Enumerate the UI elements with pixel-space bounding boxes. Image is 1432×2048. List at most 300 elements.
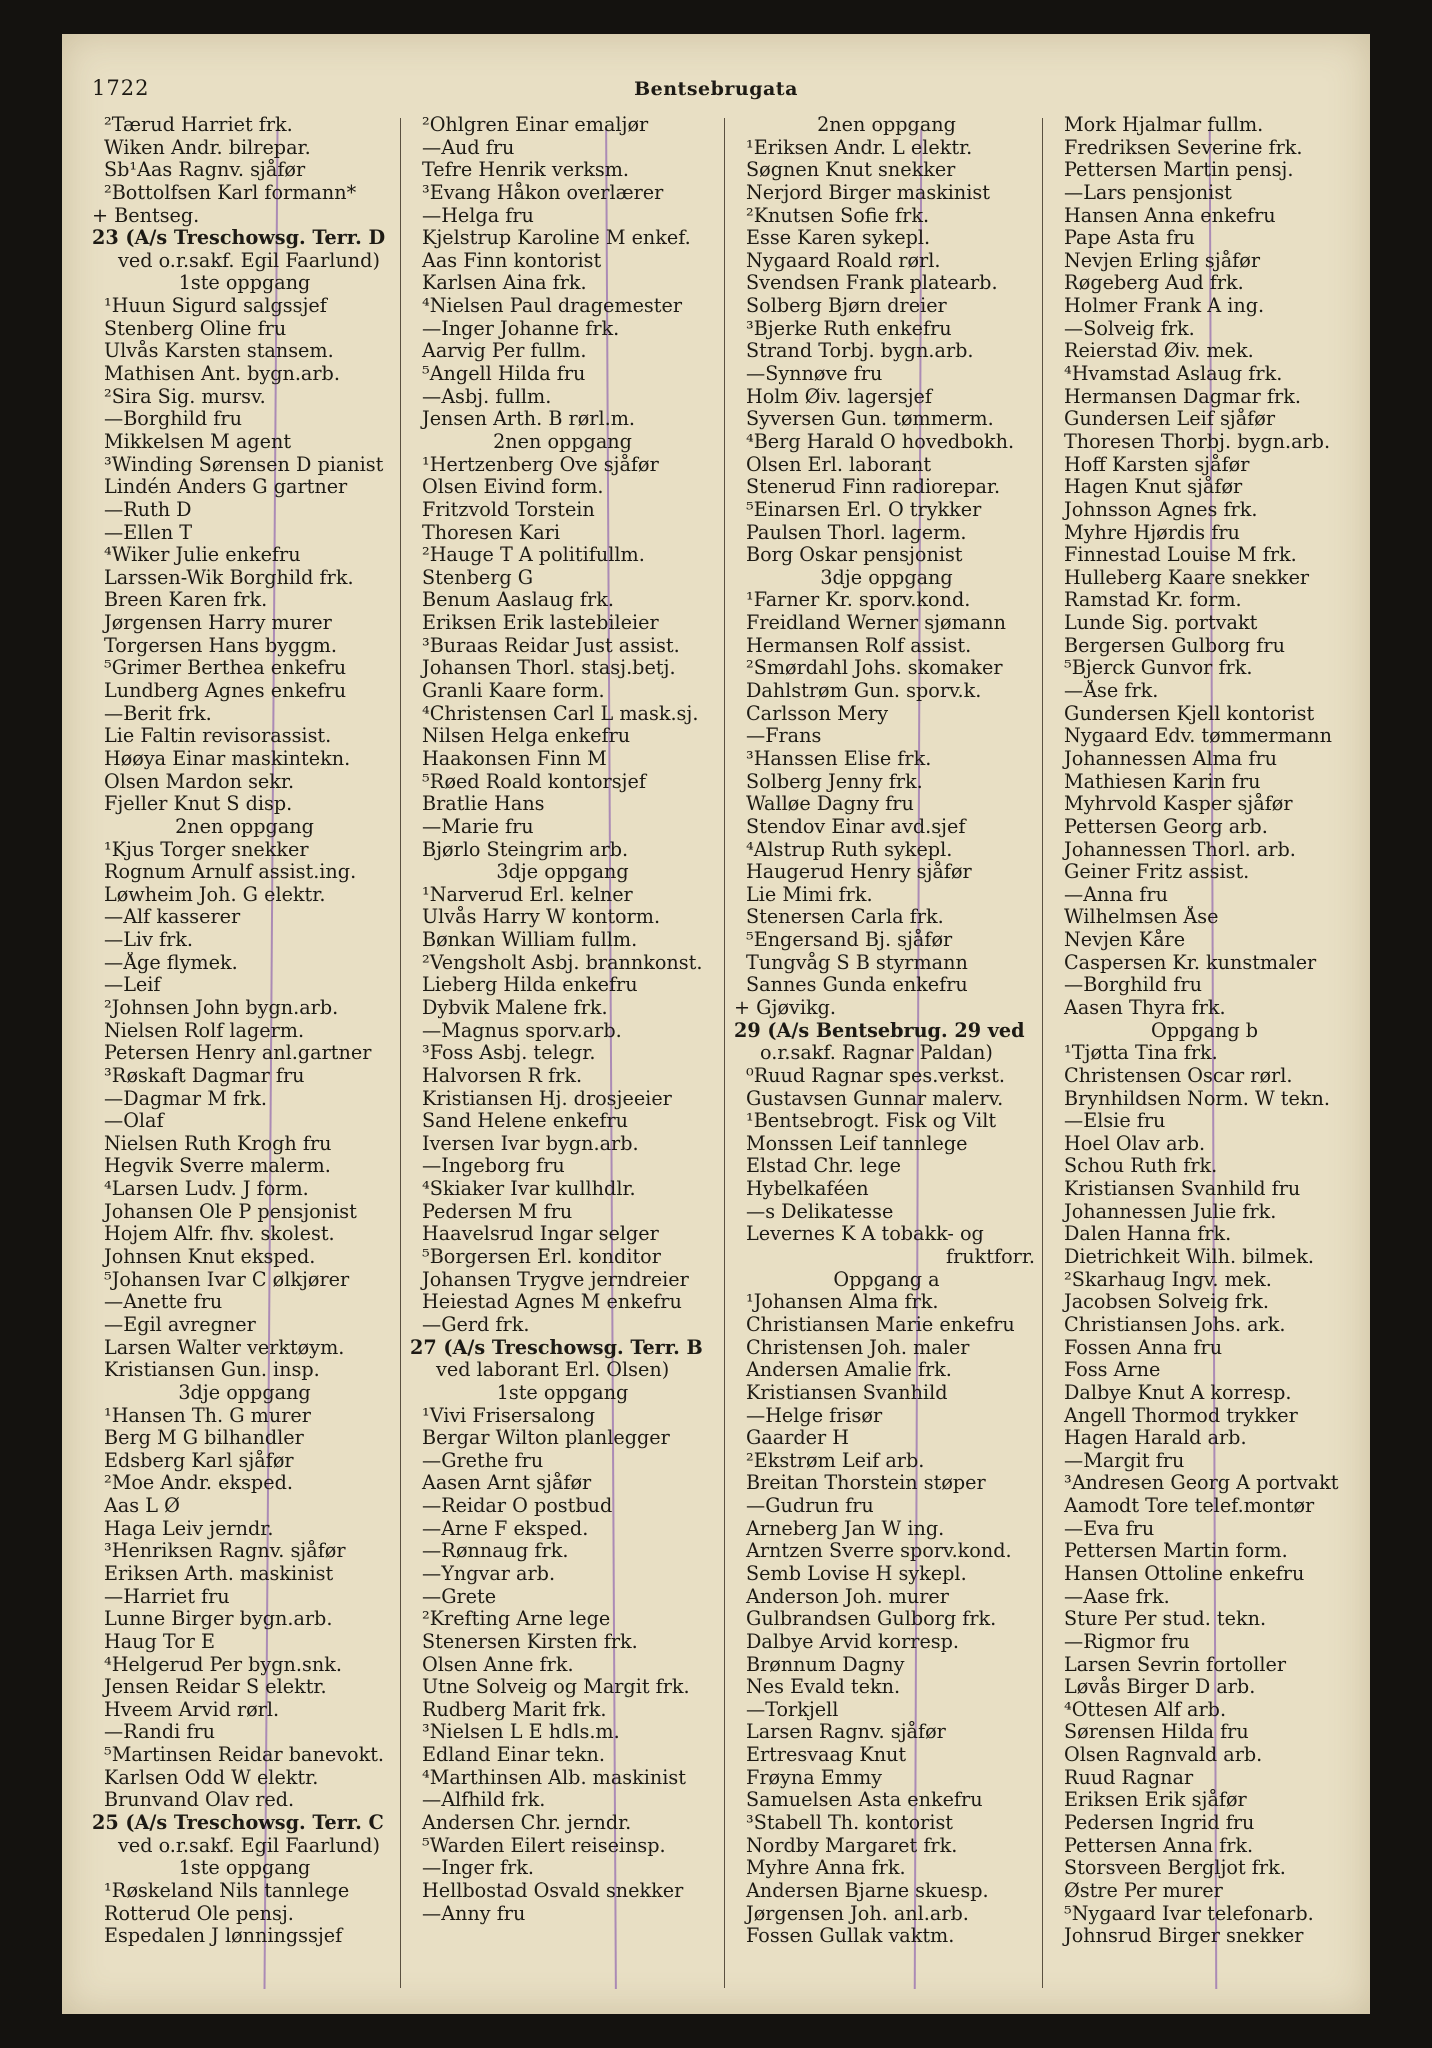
directory-entry: Haavelsrud Ingar selger (422, 1223, 659, 1246)
directory-entry: —Lars pensjonist (1064, 181, 1232, 204)
directory-entry: Brynhildsen Norm. W tekn. (1064, 1087, 1330, 1110)
directory-entry: Rognum Arnulf assist.ing. (104, 861, 357, 884)
directory-entry: Carlsson Mery (746, 702, 889, 725)
directory-column-2 (410, 114, 715, 1925)
directory-entry: —Egil avregner (104, 1313, 256, 1336)
column-rule (400, 118, 401, 1988)
directory-entry: ²Sira Sig. mursv. (104, 385, 266, 408)
directory-entry: Haug Tor E (104, 1630, 216, 1653)
directory-entry: ¹Johansen Alma frk. (746, 1291, 939, 1314)
building-heading: 29 (A/s Bentsebrug. 29 ved (734, 1019, 1025, 1042)
directory-entry: —Anna fru (1064, 883, 1168, 906)
directory-entry: Ruud Ragnar (1064, 1766, 1194, 1789)
directory-entry: —Rønnaug frk. (422, 1540, 569, 1563)
directory-entry: Monssen Leif tannlege (746, 1132, 968, 1155)
directory-entry: ³Foss Asbj. telegr. (422, 1042, 596, 1065)
directory-entry: Walløe Dagny fru (746, 793, 914, 816)
directory-entry: —Åse frk. (1064, 680, 1159, 703)
directory-entry: Myhrvold Kasper sjåfør (1064, 793, 1293, 816)
directory-entry: ²Hauge T A politifullm. (422, 544, 645, 567)
directory-entry: —Aase frk. (1064, 1585, 1170, 1608)
directory-entry: —Harriet fru (104, 1585, 230, 1608)
directory-entry: —Magnus sporv.arb. (422, 1019, 622, 1042)
directory-entry: ¹Bentsebrogt. Fisk og Vilt (746, 1110, 997, 1133)
directory-entry: Hulleberg Kaare snekker (1064, 566, 1310, 589)
directory-entry: Halvorsen R frk. (422, 1064, 583, 1087)
directory-entry: Johnsrud Birger snekker (1064, 1925, 1304, 1948)
directory-entry: Hagen Harald arb. (1064, 1427, 1247, 1450)
directory-entry: —Helga fru (422, 204, 534, 227)
directory-entry: Johnsen Knut eksped. (104, 1246, 316, 1269)
directory-entry: Nerjord Birger maskinist (746, 181, 990, 204)
directory-entry: Frøyna Emmy (746, 1766, 883, 1789)
directory-entry: Olsen Ragnvald arb. (1064, 1744, 1263, 1767)
directory-entry: Olsen Eivind form. (422, 476, 604, 499)
directory-entry: Sb¹Aas Ragnv. sjåfør (104, 159, 306, 182)
directory-entry: Levernes K A tobakk- og (746, 1223, 984, 1246)
stairwell-heading: 2nen oppgang (493, 430, 632, 453)
directory-entry: Hegvik Sverre malerm. (104, 1155, 331, 1178)
directory-entry: Granli Kaare form. (422, 680, 605, 703)
directory-entry: Nygaard Edv. tømmermann (1064, 725, 1332, 748)
directory-entry: Aasen Thyra frk. (1064, 996, 1226, 1019)
directory-entry: Samuelsen Asta enkefru (746, 1789, 983, 1812)
directory-entry: Andersen Chr. jerndr. (422, 1812, 632, 1835)
directory-entry: ⁴Nielsen Paul dragemester (422, 295, 683, 318)
directory-entry: Myhre Anna frk. (746, 1857, 906, 1880)
directory-entry: Sture Per stud. tekn. (1064, 1608, 1267, 1631)
directory-entry: Paulsen Thorl. lagerm. (746, 521, 967, 544)
directory-entry: Kristiansen Gun. insp. (104, 1359, 320, 1382)
directory-entry: Jørgensen Harry murer (104, 612, 332, 635)
directory-entry: Heiestad Agnes M enkefru (422, 1291, 682, 1314)
column-rule (724, 118, 725, 1988)
directory-entry: ³Hanssen Elise frk. (746, 747, 932, 770)
building-heading: 25 (A/s Treschowsg. Terr. C (92, 1812, 384, 1835)
directory-entry: Lunne Birger bygn.arb. (104, 1608, 333, 1631)
directory-entry: Hybelkaféen (746, 1178, 869, 1201)
directory-entry: Arneberg Jan W ing. (746, 1517, 945, 1540)
directory-entry: Fjeller Knut S disp. (104, 793, 293, 816)
directory-entry: Christiansen Marie enkefru (746, 1313, 1015, 1336)
directory-entry: Mork Hjalmar fullm. (1064, 114, 1264, 136)
directory-entry: Torgersen Hans byggm. (104, 634, 337, 657)
directory-entry: —Ellen T (104, 521, 193, 544)
stairwell-heading: 1ste oppgang (178, 1857, 311, 1880)
directory-entry: Andersen Amalie frk. (746, 1359, 952, 1382)
directory-entry: —Alf kasserer (104, 906, 241, 929)
directory-entry: —Elsie fru (1064, 1110, 1166, 1133)
directory-entry: ³Nielsen L E hdls.m. (422, 1721, 620, 1744)
directory-entry: ved laborant Erl. Olsen) (436, 1359, 670, 1382)
directory-entry: ⁴Wiker Julie enkefru (104, 544, 301, 567)
directory-entry: ¹Tjøtta Tina frk. (1064, 1042, 1218, 1065)
directory-entry: ⁵Grimer Berthea enkefru (104, 657, 347, 680)
directory-entry: Lindén Anders G gartner (104, 476, 348, 499)
directory-entry: Nevjen Kåre (1064, 929, 1186, 952)
directory-entry: Lundberg Agnes enkefru (104, 680, 347, 703)
directory-entry: Geiner Fritz assist. (1064, 861, 1250, 884)
directory-entry: Hoel Olav arb. (1064, 1132, 1206, 1155)
directory-entry: Olsen Mardon sekr. (104, 770, 295, 793)
directory-entry: Haga Leiv jerndr. (104, 1517, 274, 1540)
directory-entry: —Frans (746, 725, 822, 748)
column-rule (1042, 118, 1043, 1988)
directory-entry: Iversen Ivar bygn.arb. (422, 1132, 639, 1155)
directory-entry: Freidland Werner sjømann (746, 612, 1006, 635)
directory-entry: ⁴Christensen Carl L mask.sj. (422, 702, 699, 725)
directory-entry: Ertresvaag Knut (746, 1744, 907, 1767)
directory-entry: ⁵Bjerck Gunvor frk. (1064, 657, 1253, 680)
directory-entry: ¹Narverud Erl. kelner (422, 883, 633, 906)
stairwell-heading: Oppgang b (1150, 1019, 1259, 1042)
directory-entry: Pettersen Georg arb. (1064, 815, 1268, 838)
directory-entry: Larsen Ragnv. sjåfør (746, 1721, 946, 1744)
directory-entry: Angell Thormod trykker (1064, 1404, 1298, 1427)
directory-entry: —s Delikatesse (746, 1200, 894, 1223)
directory-entry: ²Knutsen Sofie frk. (746, 204, 930, 227)
directory-entry: —Borghild fru (1064, 974, 1202, 997)
directory-entry: Hansen Ottoline enkefru (1064, 1563, 1305, 1585)
directory-entry: Aarvig Per fullm. (422, 340, 587, 363)
directory-entry: ⁵Warden Eilert reiseinsp. (422, 1834, 666, 1857)
directory-entry: ⁴Alstrup Ruth sykepl. (746, 838, 953, 861)
directory-entry: Løwheim Joh. G elektr. (104, 883, 326, 906)
directory-entry: Johnsson Agnes frk. (1064, 498, 1258, 521)
directory-entry: ¹Røskeland Nils tannlege (104, 1879, 350, 1902)
directory-entry: —Arne F eksped. (422, 1517, 589, 1540)
directory-entry: Gundersen Kjell kontorist (1064, 702, 1315, 725)
directory-entry: Johannessen Thorl. arb. (1064, 838, 1296, 861)
directory-entry: Hermansen Dagmar frk. (1064, 385, 1301, 408)
directory-entry: Elstad Chr. lege (746, 1155, 901, 1178)
directory-entry: Strand Torbj. bygn.arb. (746, 340, 974, 363)
directory-entry: Pettersen Martin form. (1064, 1540, 1288, 1563)
directory-entry: ⁵Johansen Ivar C ølkjører (104, 1268, 350, 1291)
building-heading: 23 (A/s Treschowsg. Terr. D (92, 227, 386, 250)
directory-entry: Røgeberg Aud frk. (1064, 272, 1244, 295)
directory-entry: —Gudrun fru (746, 1495, 874, 1518)
directory-entry: Tungvåg S B styrmann (746, 951, 968, 974)
directory-entry: Pedersen Ingrid fru (1064, 1812, 1255, 1835)
directory-entry: Solberg Bjørn dreier (746, 295, 947, 318)
directory-entry: ved o.r.sakf. Egil Faarlund) (118, 1834, 380, 1857)
directory-entry: ⁵Martinsen Reidar banevokt. (104, 1744, 385, 1767)
directory-entry: —Ruth D (104, 498, 192, 521)
directory-entry: Syversen Gun. tømmerm. (746, 408, 994, 431)
directory-entry: —Marie fru (422, 815, 534, 838)
directory-entry: —Anette fru (104, 1291, 223, 1314)
directory-entry: —Grethe fru (422, 1449, 544, 1472)
directory-entry: ³Winding Sørensen D pianist (104, 453, 384, 476)
directory-entry: Dalbye Arvid korresp. (746, 1630, 960, 1653)
directory-entry: ⁵Einarsen Erl. O trykker (746, 498, 982, 521)
directory-entry: Lieberg Hilda enkefru (422, 974, 638, 997)
directory-entry: Kristiansen Svanhild (746, 1381, 948, 1404)
directory-entry: Pettersen Anna frk. (1064, 1834, 1254, 1857)
directory-entry: ²Ohlgren Einar emaljør (422, 114, 649, 136)
directory-entry: Olsen Anne frk. (422, 1653, 574, 1676)
cross-street: + Gjøvikg. (734, 996, 836, 1019)
directory-entry: Edsberg Karl sjåfør (104, 1449, 294, 1472)
directory-entry: ²Johnsen John bygn.arb. (104, 996, 339, 1019)
directory-entry: Eriksen Arth. maskinist (104, 1563, 334, 1585)
directory-entry: —Synnøve fru (746, 363, 883, 386)
directory-entry: Sand Helene enkefru (422, 1110, 629, 1133)
directory-entry: ⁵Røed Roald kontorsjef (422, 770, 646, 793)
directory-entry: —Randi fru (104, 1721, 216, 1744)
directory-entry: Johannessen Alma fru (1064, 747, 1277, 770)
directory-entry: Rudberg Marit frk. (422, 1698, 607, 1721)
building-heading: 27 (A/s Treschowsg. Terr. B (410, 1336, 703, 1359)
directory-entry: Haakonsen Finn M (422, 747, 607, 770)
directory-entry: ²Smørdahl Johs. skomaker (746, 657, 1003, 680)
directory-entry: Stenersen Carla frk. (746, 906, 944, 929)
directory-entry: Løvås Birger D arb. (1064, 1676, 1256, 1699)
directory-entry: ⁴Ottesen Alf arb. (1064, 1698, 1227, 1721)
directory-entry: Finnestad Louise M frk. (1064, 544, 1297, 567)
directory-entry: Ramstad Kr. form. (1064, 589, 1242, 612)
directory-entry: Dybvik Malene frk. (422, 996, 608, 1019)
directory-entry: —Åge flymek. (104, 951, 238, 974)
directory-entry: Wilhelmsen Åse (1064, 906, 1219, 929)
directory-entry: —Aud fru (422, 136, 515, 159)
directory-entry: —Liv frk. (104, 929, 194, 952)
directory-entry: Caspersen Kr. kunstmaler (1064, 951, 1317, 974)
directory-column-1 (92, 114, 397, 1948)
directory-entry: Fredriksen Severine frk. (1064, 136, 1303, 159)
directory-entry: —Solveig frk. (1064, 317, 1195, 340)
directory-entry: Semb Lovise H sykepl. (746, 1563, 967, 1585)
directory-entry: Lunde Sig. portvakt (1064, 612, 1258, 635)
stairwell-heading: 1ste oppgang (178, 272, 311, 295)
directory-entry: Edland Einar tekn. (422, 1744, 605, 1767)
directory-entry: —Borghild fru (104, 408, 242, 431)
directory-entry: Nordby Margaret frk. (746, 1834, 958, 1857)
directory-entry: Hveem Arvid rørl. (104, 1698, 280, 1721)
directory-entry: Dietrichkeit Wilh. bilmek. (1064, 1246, 1314, 1269)
directory-entry: Bergar Wilton planlegger (422, 1427, 670, 1450)
directory-entry: Gaarder H (746, 1427, 850, 1450)
directory-entry: ¹Huun Sigurd salgssjef (104, 295, 327, 318)
directory-entry: —Anny fru (422, 1902, 526, 1925)
directory-entry: ²Bottolfsen Karl formann* (104, 181, 357, 204)
directory-entry: Hansen Anna enkefru (1064, 204, 1276, 227)
directory-entry: Holmer Frank A ing. (1064, 295, 1265, 318)
directory-entry: Kristiansen Hj. drosjeeier (422, 1087, 672, 1110)
directory-entry: Svendsen Frank platearb. (746, 272, 998, 295)
directory-entry: Pape Asta fru (1064, 227, 1195, 250)
directory-entry: —Dagmar M frk. (104, 1087, 267, 1110)
directory-entry: Larssen-Wik Borghild frk. (104, 566, 354, 589)
directory-entry: Anderson Joh. murer (746, 1585, 949, 1608)
directory-entry: Mikkelsen M agent (104, 430, 292, 453)
directory-entry: —Rigmor fru (1064, 1630, 1190, 1653)
directory-page (62, 34, 1370, 2014)
directory-entry: Bergersen Gulborg fru (1064, 634, 1285, 657)
directory-entry: Espedalen J lønningssjef (104, 1925, 343, 1948)
directory-entry: Jensen Arth. B rørl.m. (422, 408, 635, 431)
directory-entry: ²Vengsholt Asbj. brannkonst. (422, 951, 703, 974)
directory-entry: Stenersen Kirsten frk. (422, 1630, 638, 1653)
directory-entry: Berg M G bilhandler (104, 1427, 304, 1450)
directory-entry: —Berit frk. (104, 702, 212, 725)
directory-entry: ⁴Helgerud Per bygn.snk. (104, 1653, 342, 1676)
directory-entry: Aas L Ø (104, 1495, 180, 1518)
directory-entry: Nygaard Roald rørl. (746, 249, 941, 272)
directory-entry: Fossen Gullak vaktm. (746, 1925, 955, 1948)
directory-entry: —Torkjell (746, 1698, 839, 1721)
directory-entry: Larsen Walter verktøym. (104, 1336, 345, 1359)
directory-entry: Kristiansen Svanhild fru (1064, 1178, 1301, 1201)
directory-entry: ¹Eriksen Andr. L elektr. (746, 136, 973, 159)
directory-entry: Christensen Joh. maler (746, 1336, 970, 1359)
directory-entry: ved o.r.sakf. Egil Faarlund) (118, 249, 380, 272)
directory-entry: ¹Farner Kr. sporv.kond. (746, 589, 971, 612)
directory-entry: Holm Øiv. lagersjef (746, 385, 932, 408)
directory-entry: Thoresen Thorbj. bygn.arb. (1064, 430, 1331, 453)
directory-entry: —Olaf (104, 1110, 164, 1133)
directory-entry: Fossen Anna fru (1064, 1336, 1223, 1359)
directory-entry: —Grete (422, 1585, 497, 1608)
directory-entry: Larsen Sevrin fortoller (1064, 1653, 1287, 1676)
directory-entry: Hagen Knut sjåfør (1064, 476, 1243, 499)
directory-entry: Johannessen Julie frk. (1064, 1200, 1277, 1223)
directory-entry: ⁴Berg Harald O hovedbokh. (746, 430, 1015, 453)
directory-entry: Dalen Hanna frk. (1064, 1223, 1232, 1246)
directory-entry: ⁵Borgersen Erl. konditor (422, 1246, 661, 1269)
directory-entry: ⁵Nygaard Ivar telefonarb. (1064, 1902, 1314, 1925)
directory-entry: —Alfhild frk. (422, 1789, 546, 1812)
directory-entry: —Asbj. fullm. (422, 385, 552, 408)
directory-column-3 (734, 114, 1039, 1948)
directory-entry: Stenerud Finn radiorepar. (746, 476, 1001, 499)
directory-entry: Sørensen Hilda fru (1064, 1721, 1249, 1744)
directory-entry: Rotterud Ole pensj. (104, 1902, 294, 1925)
directory-entry: Christensen Oscar rørl. (1064, 1064, 1293, 1087)
directory-entry: Aas Finn kontorist (422, 249, 602, 272)
directory-entry: ¹Hertzenberg Ove sjåfør (422, 453, 659, 476)
directory-entry: Jensen Reidar S elektr. (104, 1676, 327, 1699)
directory-entry: Eriksen Erik sjåfør (1064, 1789, 1247, 1812)
directory-entry: Hermansen Rolf assist. (746, 634, 972, 657)
directory-entry: Esse Karen sykepl. (746, 227, 931, 250)
directory-entry: Sannes Gunda enkefru (746, 974, 968, 997)
directory-entry: Borg Oskar pensjonist (746, 544, 963, 567)
directory-entry: Gustavsen Gunnar malerv. (746, 1087, 1004, 1110)
directory-entry: Bjørlo Steingrim arb. (422, 838, 629, 861)
directory-entry: —Inger Johanne frk. (422, 317, 620, 340)
directory-entry: Breen Karen frk. (104, 589, 268, 612)
directory-entry: ³Stabell Th. kontorist (746, 1812, 954, 1835)
directory-entry: ³Buraas Reidar Just assist. (422, 634, 680, 657)
stairwell-heading: 1ste oppgang (496, 1381, 629, 1404)
directory-entry: ¹Kjus Torger snekker (104, 838, 309, 861)
directory-entry: Brunvand Olav red. (104, 1789, 295, 1812)
directory-entry: —Helge frisør (746, 1404, 883, 1427)
directory-entry: Thoresen Kari (422, 521, 560, 544)
directory-entry: ³Røskaft Dagmar fru (104, 1064, 305, 1087)
directory-entry: Arntzen Sverre sporv.kond. (746, 1540, 1012, 1563)
directory-entry: ²Krefting Arne lege (422, 1608, 611, 1631)
directory-entry: Dahlstrøm Gun. sporv.k. (746, 680, 982, 703)
directory-entry: Søgnen Knut snekker (746, 159, 956, 182)
directory-entry: —Eva fru (1064, 1517, 1155, 1540)
directory-entry: Lie Mimi frk. (746, 883, 873, 906)
stairwell-heading: 3dje oppgang (178, 1381, 311, 1404)
directory-entry: Mathiesen Karin fru (1064, 770, 1261, 793)
directory-entry: Stenberg G (422, 566, 534, 589)
directory-entry: Myhre Hjørdis fru (1064, 521, 1240, 544)
directory-entry: Hoff Karsten sjåfør (1064, 453, 1250, 476)
directory-entry: ³Evang Håkon overlærer (422, 181, 664, 204)
directory-entry: Wiken Andr. bilrepar. (104, 136, 311, 159)
directory-entry: Pedersen M fru (422, 1200, 573, 1223)
directory-entry: Bønkan William fullm. (422, 929, 638, 952)
directory-entry: Stendov Einar avd.sjef (746, 815, 966, 838)
directory-entry: ²Skarhaug Ingv. mek. (1064, 1268, 1272, 1291)
directory-entry: ⁰Ruud Ragnar spes.verkst. (746, 1064, 1005, 1087)
directory-entry: Brønnum Dagny (746, 1653, 905, 1676)
directory-entry: Hojem Alfr. fhv. skolest. (104, 1223, 335, 1246)
directory-entry: Benum Aaslaug frk. (422, 589, 614, 612)
directory-entry: ⁴Hvamstad Aslaug frk. (1064, 363, 1283, 386)
directory-entry: Nielsen Ruth Krogh fru (104, 1132, 332, 1155)
directory-entry: fruktforr. (946, 1246, 1035, 1269)
directory-entry: ³Henriksen Ragnv. sjåfør (104, 1540, 346, 1563)
directory-entry: Nes Evald tekn. (746, 1676, 901, 1699)
directory-entry: Andersen Bjarne skuesp. (746, 1879, 989, 1902)
directory-entry: Stenberg Oline fru (104, 317, 287, 340)
directory-entry: Ulvås Harry W kontorm. (422, 906, 661, 929)
directory-entry: Nilsen Helga enkefru (422, 725, 631, 748)
directory-entry: Aasen Arnt sjåfør (422, 1472, 592, 1495)
directory-entry: Storsveen Bergljot frk. (1064, 1857, 1286, 1880)
directory-entry: Johansen Thorl. stasj.betj. (422, 657, 676, 680)
page-number: 1722 (92, 76, 150, 100)
directory-entry: Nielsen Rolf lagerm. (104, 1019, 305, 1042)
directory-entry: —Yngvar arb. (422, 1563, 556, 1585)
directory-entry: ³Bjerke Ruth enkefru (746, 317, 952, 340)
directory-entry: Høøya Einar maskintekn. (104, 747, 351, 770)
directory-entry: Gulbrandsen Gulborg frk. (746, 1608, 997, 1631)
directory-entry: Gundersen Leif sjåfør (1064, 408, 1276, 431)
directory-entry: Østre Per murer (1064, 1879, 1223, 1902)
directory-entry: ²Moe Andr. eksped. (104, 1472, 293, 1495)
directory-entry: Lie Faltin revisorassist. (104, 725, 332, 748)
directory-entry: Johansen Ole P pensjonist (104, 1200, 357, 1223)
directory-entry: Mathisen Ant. bygn.arb. (104, 363, 340, 386)
directory-entry: Fritzvold Torstein (422, 498, 595, 521)
directory-entry: Hellbostad Osvald snekker (422, 1879, 684, 1902)
stairwell-heading: 3dje oppgang (820, 566, 953, 589)
directory-entry: Haugerud Henry sjåfør (746, 861, 972, 884)
directory-entry: Utne Solveig og Margit frk. (422, 1676, 690, 1699)
directory-entry: o.r.sakf. Ragnar Paldan) (760, 1042, 993, 1065)
directory-entry: ⁴Larsen Ludv. J form. (104, 1178, 309, 1201)
directory-column-4 (1052, 114, 1357, 1948)
directory-entry: —Inger frk. (422, 1857, 535, 1880)
directory-entry: Petersen Henry anl.gartner (104, 1042, 372, 1065)
directory-entry: Johansen Trygve jerndreier (422, 1268, 689, 1291)
directory-entry: ⁴Marthinsen Alb. maskinist (422, 1766, 686, 1789)
directory-entry: Pettersen Martin pensj. (1064, 159, 1294, 182)
cross-street: + Bentseg. (92, 204, 200, 227)
directory-entry: Solberg Jenny frk. (746, 770, 923, 793)
directory-entry: Schou Ruth frk. (1064, 1155, 1218, 1178)
directory-entry: Tefre Henrik verksm. (422, 159, 630, 182)
directory-entry: ³Andresen Georg A portvakt (1064, 1472, 1339, 1495)
